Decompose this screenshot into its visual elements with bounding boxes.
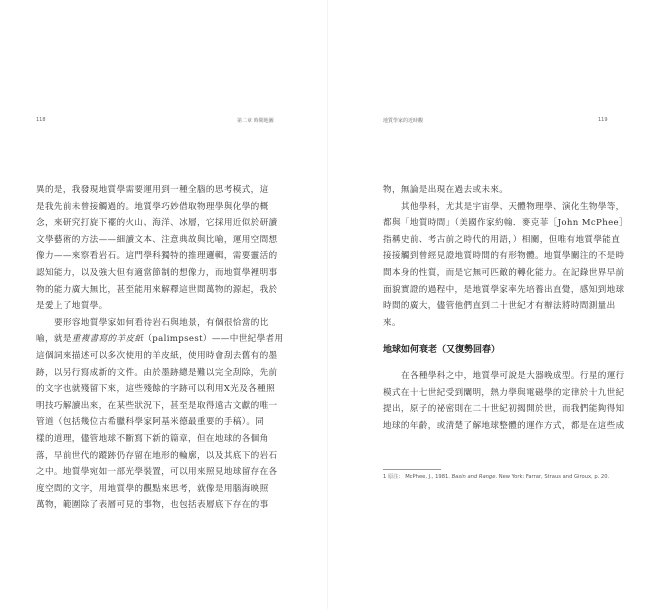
right-body-text-bottom xyxy=(383,368,625,434)
paragraph-line: 在各種學科之中，地質學可說是大器晚成型。行星的運行 xyxy=(401,371,625,381)
paragraph-line: 物的能力廣大無比，甚至能用來解釋這世間萬物的源起，我於 xyxy=(36,284,278,295)
footnote-citation: McPhee, J., 1981. xyxy=(405,474,450,480)
paragraph-line: 念，來研究打旋下襬的火山、海洋、冰層，它採用近似於研讀 xyxy=(36,218,278,229)
paragraph-line: 之中。地質學宛如一部光學裝置，可以用來照見地球留存在各 xyxy=(36,467,278,478)
left-page-number: 118 xyxy=(36,117,46,123)
paragraph-line-palimpsest: 喻，就是重複書寫的羊皮紙（palimpsest）——中世紀學者用 xyxy=(36,334,284,345)
right-page xyxy=(328,0,655,609)
paragraph-line: 時間的廣大，儘管他們直到二十世紀才有辦法將時間測量出 xyxy=(383,301,616,312)
paragraph-line: 這個詞來描述可以多次使用的羊皮紙，使用時會刮去舊有的墨 xyxy=(36,350,278,361)
paragraph-line: 樣的道理，儘管地球不斷寫下新的篇章，但在地球的各個角 xyxy=(36,433,269,444)
paragraph-line: 面貌實證的過程中，是地質學家率先培養出直覺，感知到地球 xyxy=(383,284,625,295)
paragraph-line: 管道（包括幾位古希臘科學家阿基米德最重要的手稿）。同 xyxy=(36,417,265,428)
paragraph-line: 間本身的性質，而是它無可匹敵的轉化能力。在記錄世界早前 xyxy=(383,267,625,278)
paragraph-line: 是我先前未曾接觸過的。地質學巧妙借取物理學與化學的概 xyxy=(36,201,269,212)
paragraph-line: 異的是，我發現地質學需要運用到一種全腦的思考模式，這 xyxy=(36,185,269,195)
right-running-header: 地質學家的近時觀 xyxy=(383,118,424,124)
paragraph-line: 模式在十七世紀受到闡明，熱力學與電磁學的定律於十九世紀 xyxy=(383,387,625,398)
paragraph-line: 是愛上了地質學。 xyxy=(36,301,108,312)
paragraph-line: 指稱史前、考古前之時代的用語，）相關，但唯有地質學能直 xyxy=(383,234,621,245)
paragraph-line: 的文字也就殘留下來，這些殘餘的字跡可以利用X光及各種照 xyxy=(36,384,276,395)
right-body-text-top xyxy=(383,182,628,331)
paragraph-line: 要形容地質學家如何看待岩石與地景，有個很恰當的比 xyxy=(54,317,269,328)
footnote-marker: 1 xyxy=(383,474,387,480)
section-heading: 地球如何衰老（又復勢回春） xyxy=(383,345,501,355)
paragraph-line: 文學藝術的方法——細讀文本、注意典故與比喻，運用空間想 xyxy=(36,234,278,245)
left-running-header: 第二章 時間地圖 xyxy=(237,118,274,124)
paragraph-line: 物，無論是出現在過去或未來。 xyxy=(383,185,509,195)
footnote-divider xyxy=(383,469,441,470)
paragraph-line: 明技巧解讀出來，在某些狀況下，甚至是取得遠古文獻的唯一 xyxy=(36,400,278,411)
left-page xyxy=(0,0,327,609)
paragraph-line: 度空間的文字，用地質學的觀點來思考，就像是用腦海映照 xyxy=(36,483,269,494)
paragraph-line: 地球的年齡，或清楚了解地球整體的運作方式，都是在這些成 xyxy=(383,420,625,431)
paragraph-line: 認知能力，以及強大但有適當節制的想像力，而地質學裡明事 xyxy=(36,267,278,278)
paragraph-line: 來。 xyxy=(383,317,401,328)
paragraph-line: 提出，原子的祕密則在二十世紀初揭開於世，而我們能夠得知 xyxy=(383,404,625,415)
left-body-text xyxy=(36,182,283,514)
paragraph-line: 其他學科，尤其是宇宙學、天體物理學、演化生物學等， xyxy=(401,201,625,212)
paragraph-line: 落，早前世代的蹤跡仍存留在地形的輪廓，以及其底下的岩石 xyxy=(36,450,278,461)
footnote-book-title: Basin and Range xyxy=(451,474,496,480)
paragraph-line: 像力——來察看岩石。這門學科獨特的推理邏輯，需要靈活的 xyxy=(36,251,278,262)
paragraph-line: 接接觸到曾經見證地質時間的有形物體。地質學關注的不是時 xyxy=(383,251,625,262)
footnote-label: 原注： xyxy=(387,474,404,480)
right-page-number: 119 xyxy=(598,117,608,123)
footnote xyxy=(383,474,623,482)
footnote-publisher: . New York: Farrar, Straus and Giroux, p. 20. xyxy=(495,474,610,480)
paragraph-line: 萬物，範圍除了表層可見的事物，也包括表層底下存在的事 xyxy=(36,500,269,511)
paragraph-line: 都與「地質時間」（美國作家約翰．麥克菲［John McPhee］ xyxy=(383,218,628,229)
paragraph-line: 跡，以另行寫成新的文件。由於墨跡總是難以完全刮除，先前 xyxy=(36,367,278,378)
italic-phrase: 重複書寫的羊皮紙 xyxy=(71,334,144,345)
